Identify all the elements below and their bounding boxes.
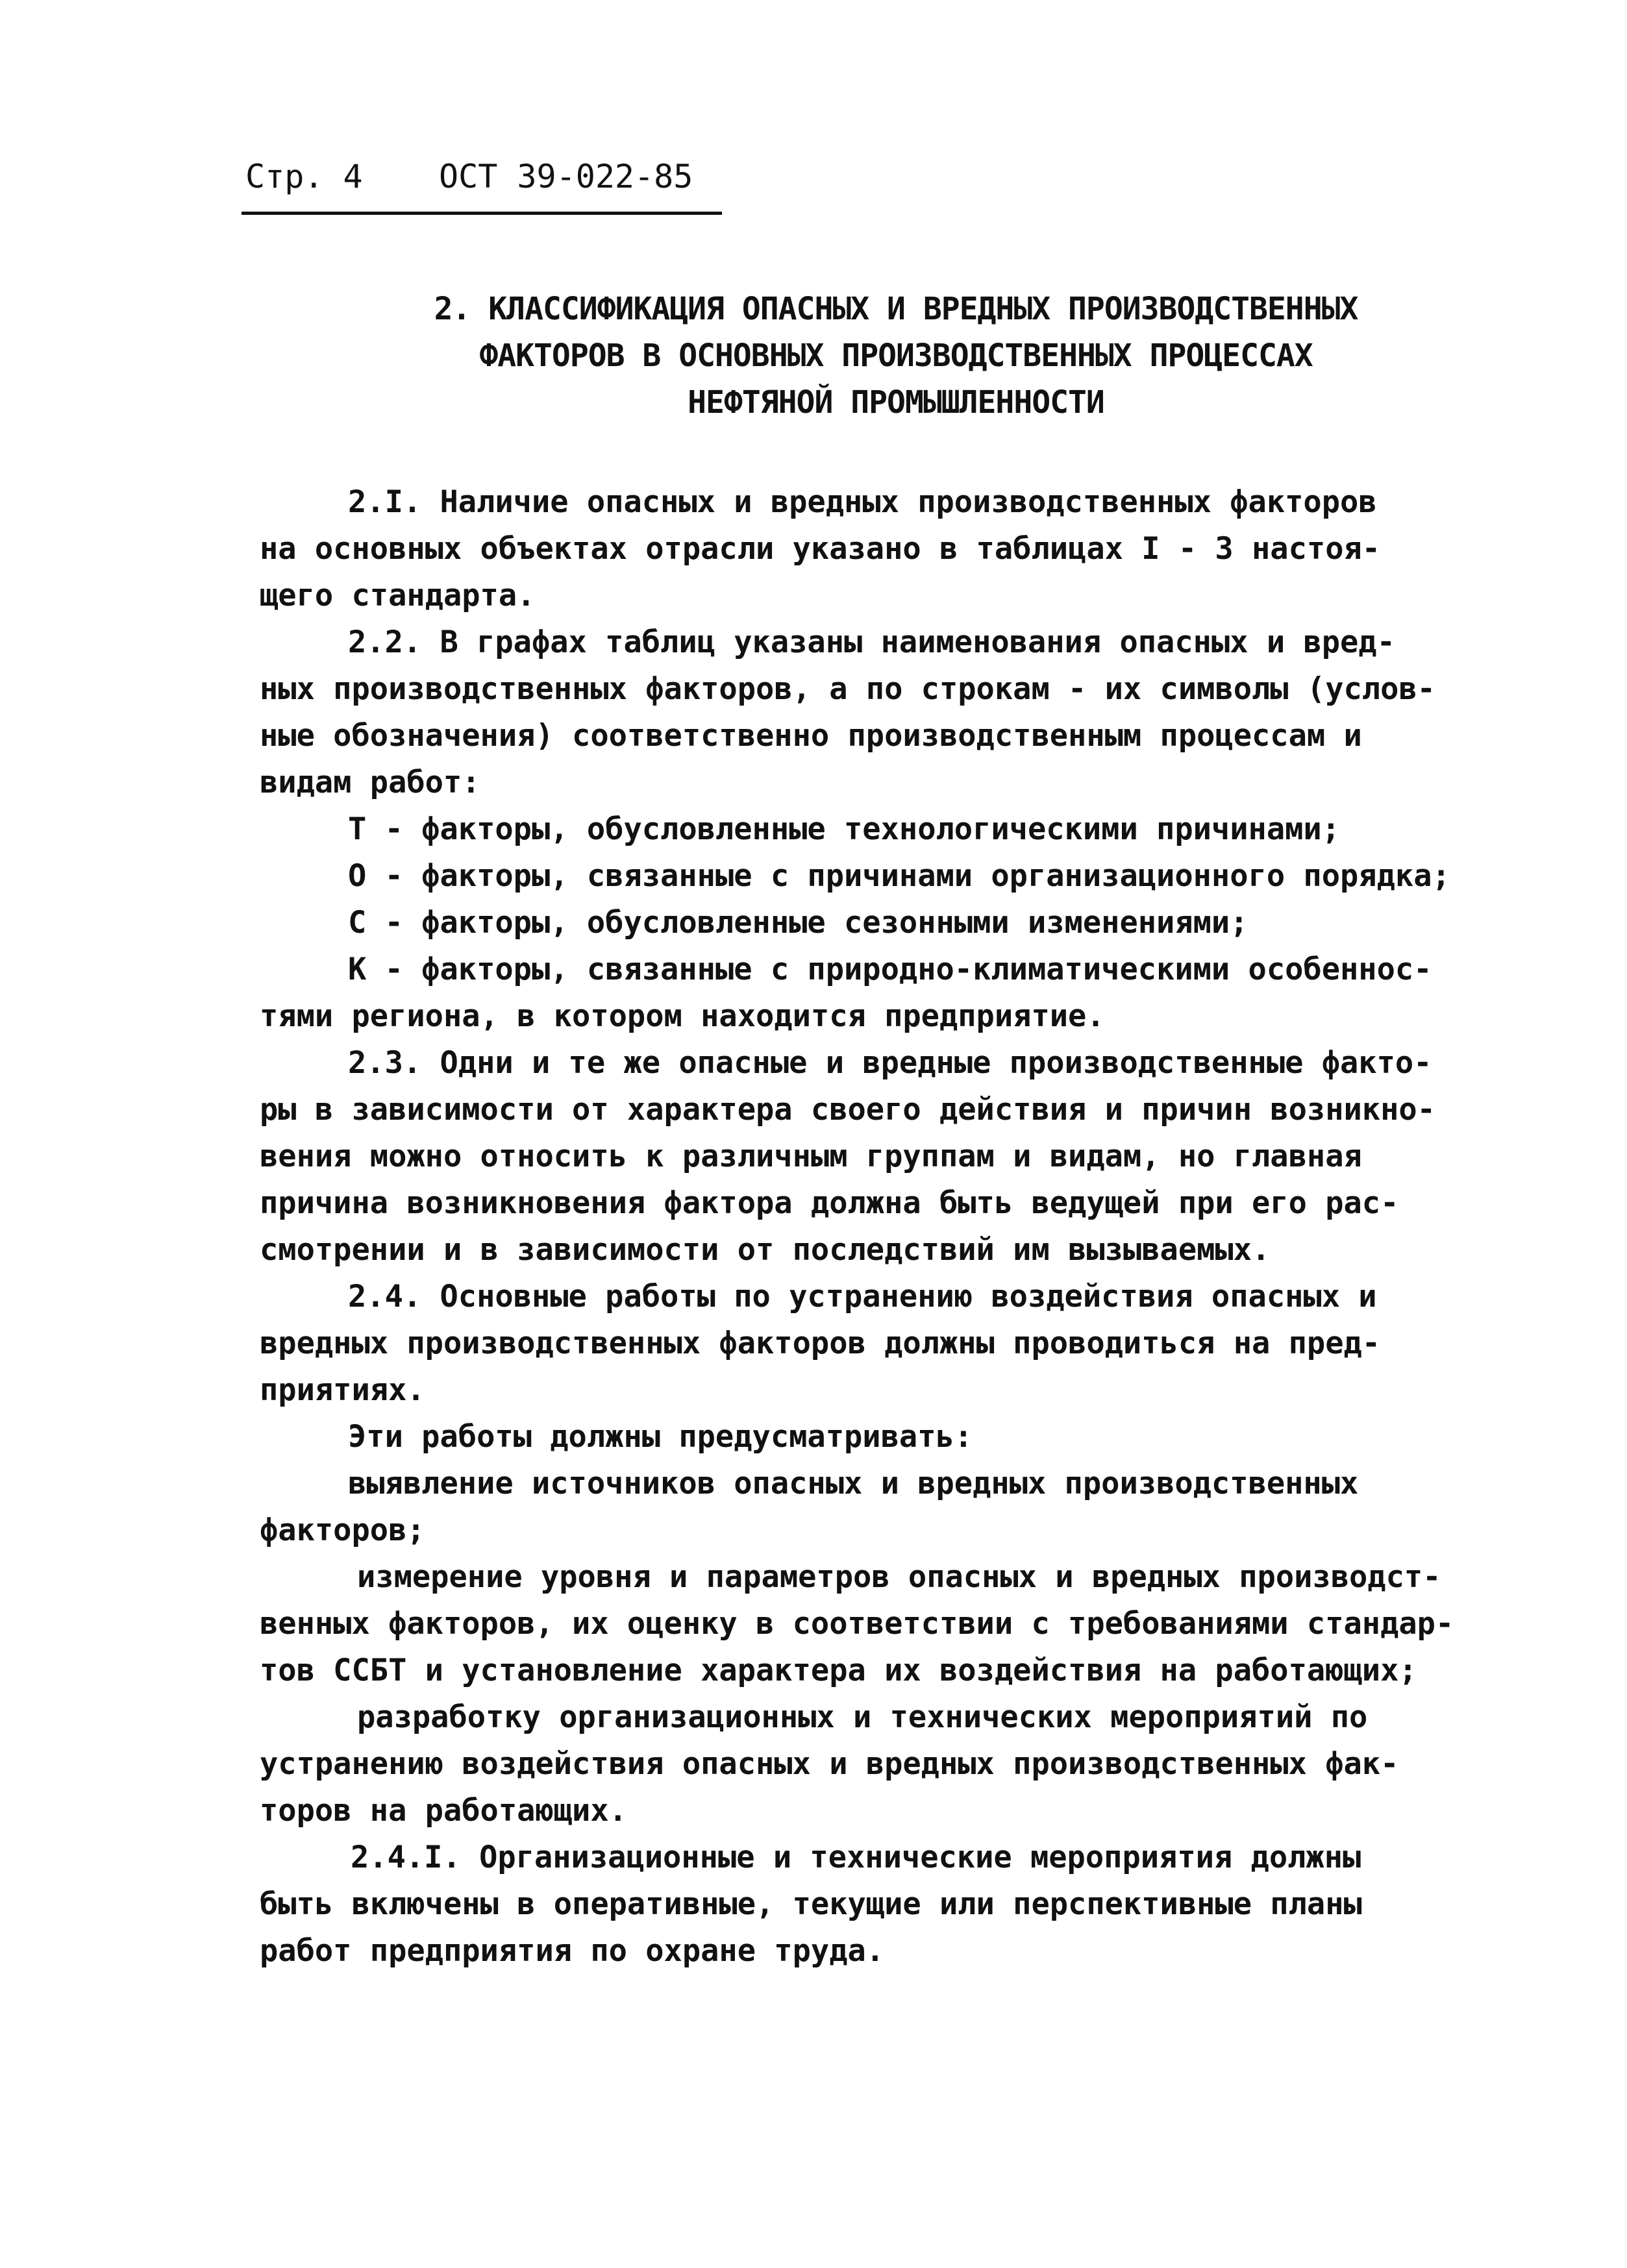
clause-2-2-line: видам работ: — [260, 765, 480, 800]
section-title-line: НЕФТЯНОЙ ПРОМЫШЛЕННОСТИ — [688, 384, 1104, 421]
clause-2-4-line: 2.4. Основные работы по устранению воздействия опасных и — [348, 1279, 1377, 1314]
work-item: торов на работающих. — [260, 1793, 627, 1829]
clause-2-3-line: смотрении и в зависимости от последствий им вызываемых. — [260, 1232, 1271, 1268]
clause-2-3-line: ры в зависимости от характера своего действия и причин возникно- — [260, 1092, 1435, 1128]
document-body — [260, 479, 1532, 1975]
clause-2-3-line: вения можно относить к различным группам и видам, но главная — [260, 1139, 1362, 1174]
work-item: венных факторов, их оценку в соответствии с требованиями стандар- — [260, 1606, 1454, 1642]
clause-2-4-1-line: 2.4.I. Организационные и технические мероприятия должны — [351, 1840, 1361, 1875]
standard-designation: ОСТ 39-022-85 — [439, 158, 693, 195]
factor-code-item: С - факторы, обусловленные сезонными изменениями; — [348, 905, 1248, 941]
work-item: тов ССБТ и установление характера их воздействия на работающих; — [260, 1653, 1417, 1688]
clause-2-2-line: 2.2. В графах таблиц указаны наименования опасных и вред- — [348, 624, 1395, 660]
section-title-line: 2. КЛАССИФИКАЦИЯ ОПАСНЫХ И ВРЕДНЫХ ПРОИЗВОДСТВЕННЫХ — [434, 291, 1358, 327]
work-item: выявление источников опасных и вредных производственных — [348, 1466, 1359, 1501]
clause-2-4-1-line: быть включены в оперативные, текущие или перспективные планы — [260, 1886, 1362, 1922]
work-item: измерение уровня и параметров опасных и вредных производст- — [357, 1559, 1441, 1595]
clause-2-1-line: 2.I. Наличие опасных и вредных производственных факторов — [348, 484, 1377, 520]
clause-2-4-1-line: работ предприятия по охране труда. — [260, 1933, 885, 1969]
page-number: Стр. 4 — [245, 158, 363, 195]
section-title — [247, 286, 1545, 426]
section-title-line: ФАКТОРОВ В ОСНОВНЫХ ПРОИЗВОДСТВЕННЫХ ПРОЦЕССАХ — [479, 338, 1313, 374]
clause-2-3-line: 2.3. Одни и те же опасные и вредные производственные факто- — [348, 1045, 1432, 1081]
work-item: разработку организационных и технических мероприятий по — [357, 1699, 1368, 1735]
factor-code-item: К - факторы, связанные с природно-климатическими особеннос- — [348, 952, 1432, 987]
clause-2-4-line: Эти работы должны предусматривать: — [348, 1419, 973, 1455]
factor-code-item: Т - факторы, обусловленные технологическими причинами; — [348, 811, 1341, 847]
factor-code-item: О - факторы, связанные с причинами организационного порядка; — [348, 858, 1450, 894]
clause-2-2-line: ных производственных факторов, а по строкам - их символы (услов- — [260, 671, 1435, 707]
work-item: устранению воздействия опасных и вредных производственных фак- — [260, 1746, 1399, 1782]
clause-2-1-line: щего стандарта. — [260, 578, 536, 613]
clause-2-2-line: ные обозначения) соответственно производственным процессам и — [260, 718, 1362, 754]
work-item: факторов; — [260, 1512, 425, 1548]
clause-2-4-line: приятиях. — [260, 1372, 425, 1408]
clause-2-1-line: на основных объектах отрасли указано в таблицах I - 3 настоя- — [260, 531, 1381, 567]
page-header — [242, 144, 722, 215]
clause-2-4-line: вредных производственных факторов должны проводиться на пред- — [260, 1325, 1381, 1361]
clause-2-3-line: причина возникновения фактора должна быть ведущей при его рас- — [260, 1185, 1399, 1221]
factor-code-item: тями региона, в котором находится предприятие. — [260, 998, 1105, 1034]
